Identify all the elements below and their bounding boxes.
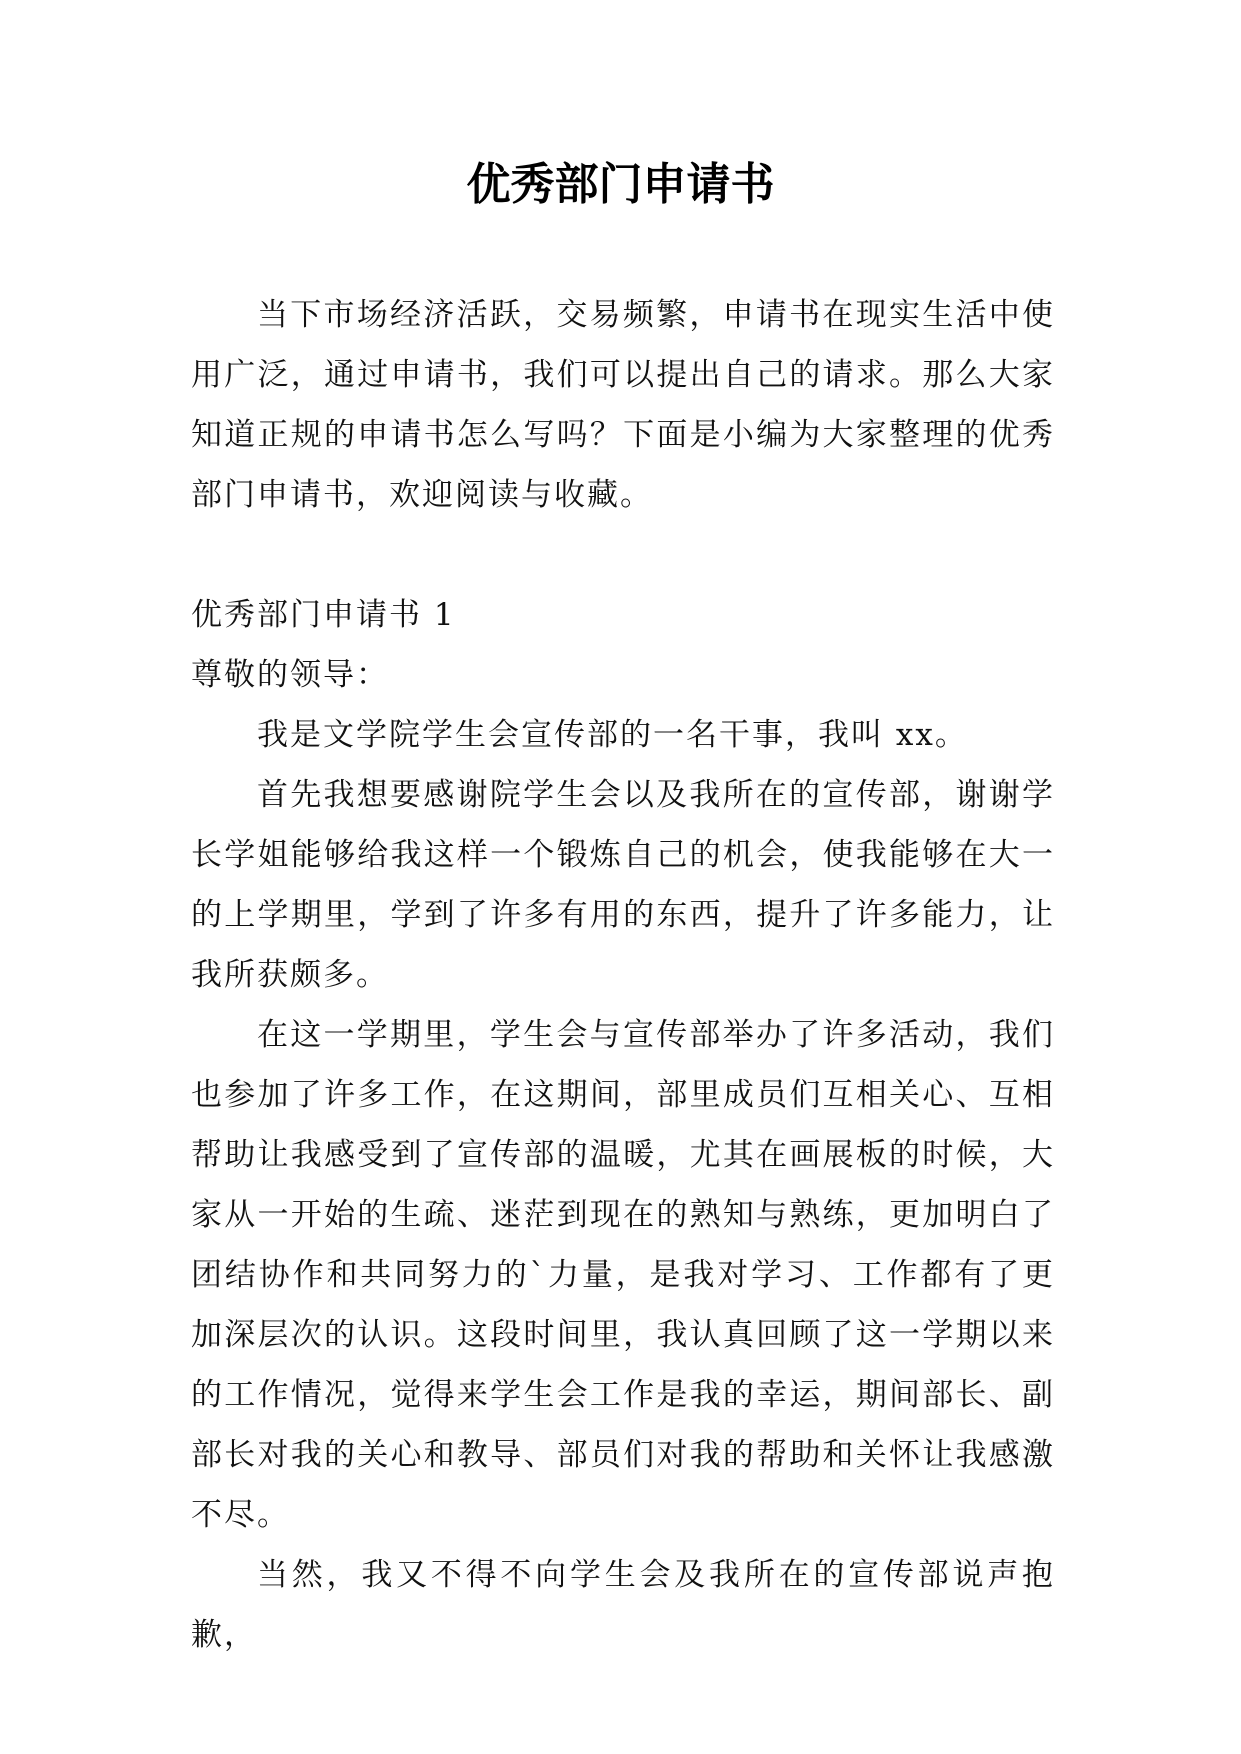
- body-paragraph: 首先我想要感谢院学生会以及我所在的宣传部，谢谢学长学姐能够给我这样一个锻炼自己的机会，使我能够在大一的上学期里，学到了许多有用的东西，提升了许多能力，让我所获颇多。: [191, 777, 1055, 993]
- body-paragraph: 在这一学期里，学生会与宣传部举办了许多活动，我们也参加了许多工作，在这期间，部里成员们互相关心、互相帮助让我感受到了宣传部的温暖，尤其在画展板的时候，大家从一开始的生疏、迷茫到现在的熟知与熟练，更加明白了团结协作和共同努力的`力量，是我对学习、工作都有了更加深层次的认识。这段时间里，我认真回顾了这一学期以来的工作情况，觉得来学生会工作是我的幸运，期间部长、副部长对我的关心和教导、部员们对我的帮助和关怀让我感激不尽。: [191, 1017, 1055, 1533]
- body-paragraph: 我是文学院学生会宣传部的一名干事，我叫 xx。: [257, 717, 968, 753]
- section-heading: 优秀部门申请书 1: [191, 597, 456, 633]
- document-body: [191, 285, 1055, 1665]
- intro-paragraph: 当下市场经济活跃，交易频繁，申请书在现实生活中使用广泛，通过申请书，我们可以提出自己的请求。那么大家知道正规的申请书怎么写吗？下面是小编为大家整理的优秀部门申请书，欢迎阅读与收藏。: [191, 297, 1055, 513]
- salutation: 尊敬的领导：: [191, 657, 389, 693]
- document-title: 优秀部门申请书: [466, 159, 775, 210]
- body-paragraph: 当然，我又不得不向学生会及我所在的宣传部说声抱歉，: [191, 1557, 1055, 1653]
